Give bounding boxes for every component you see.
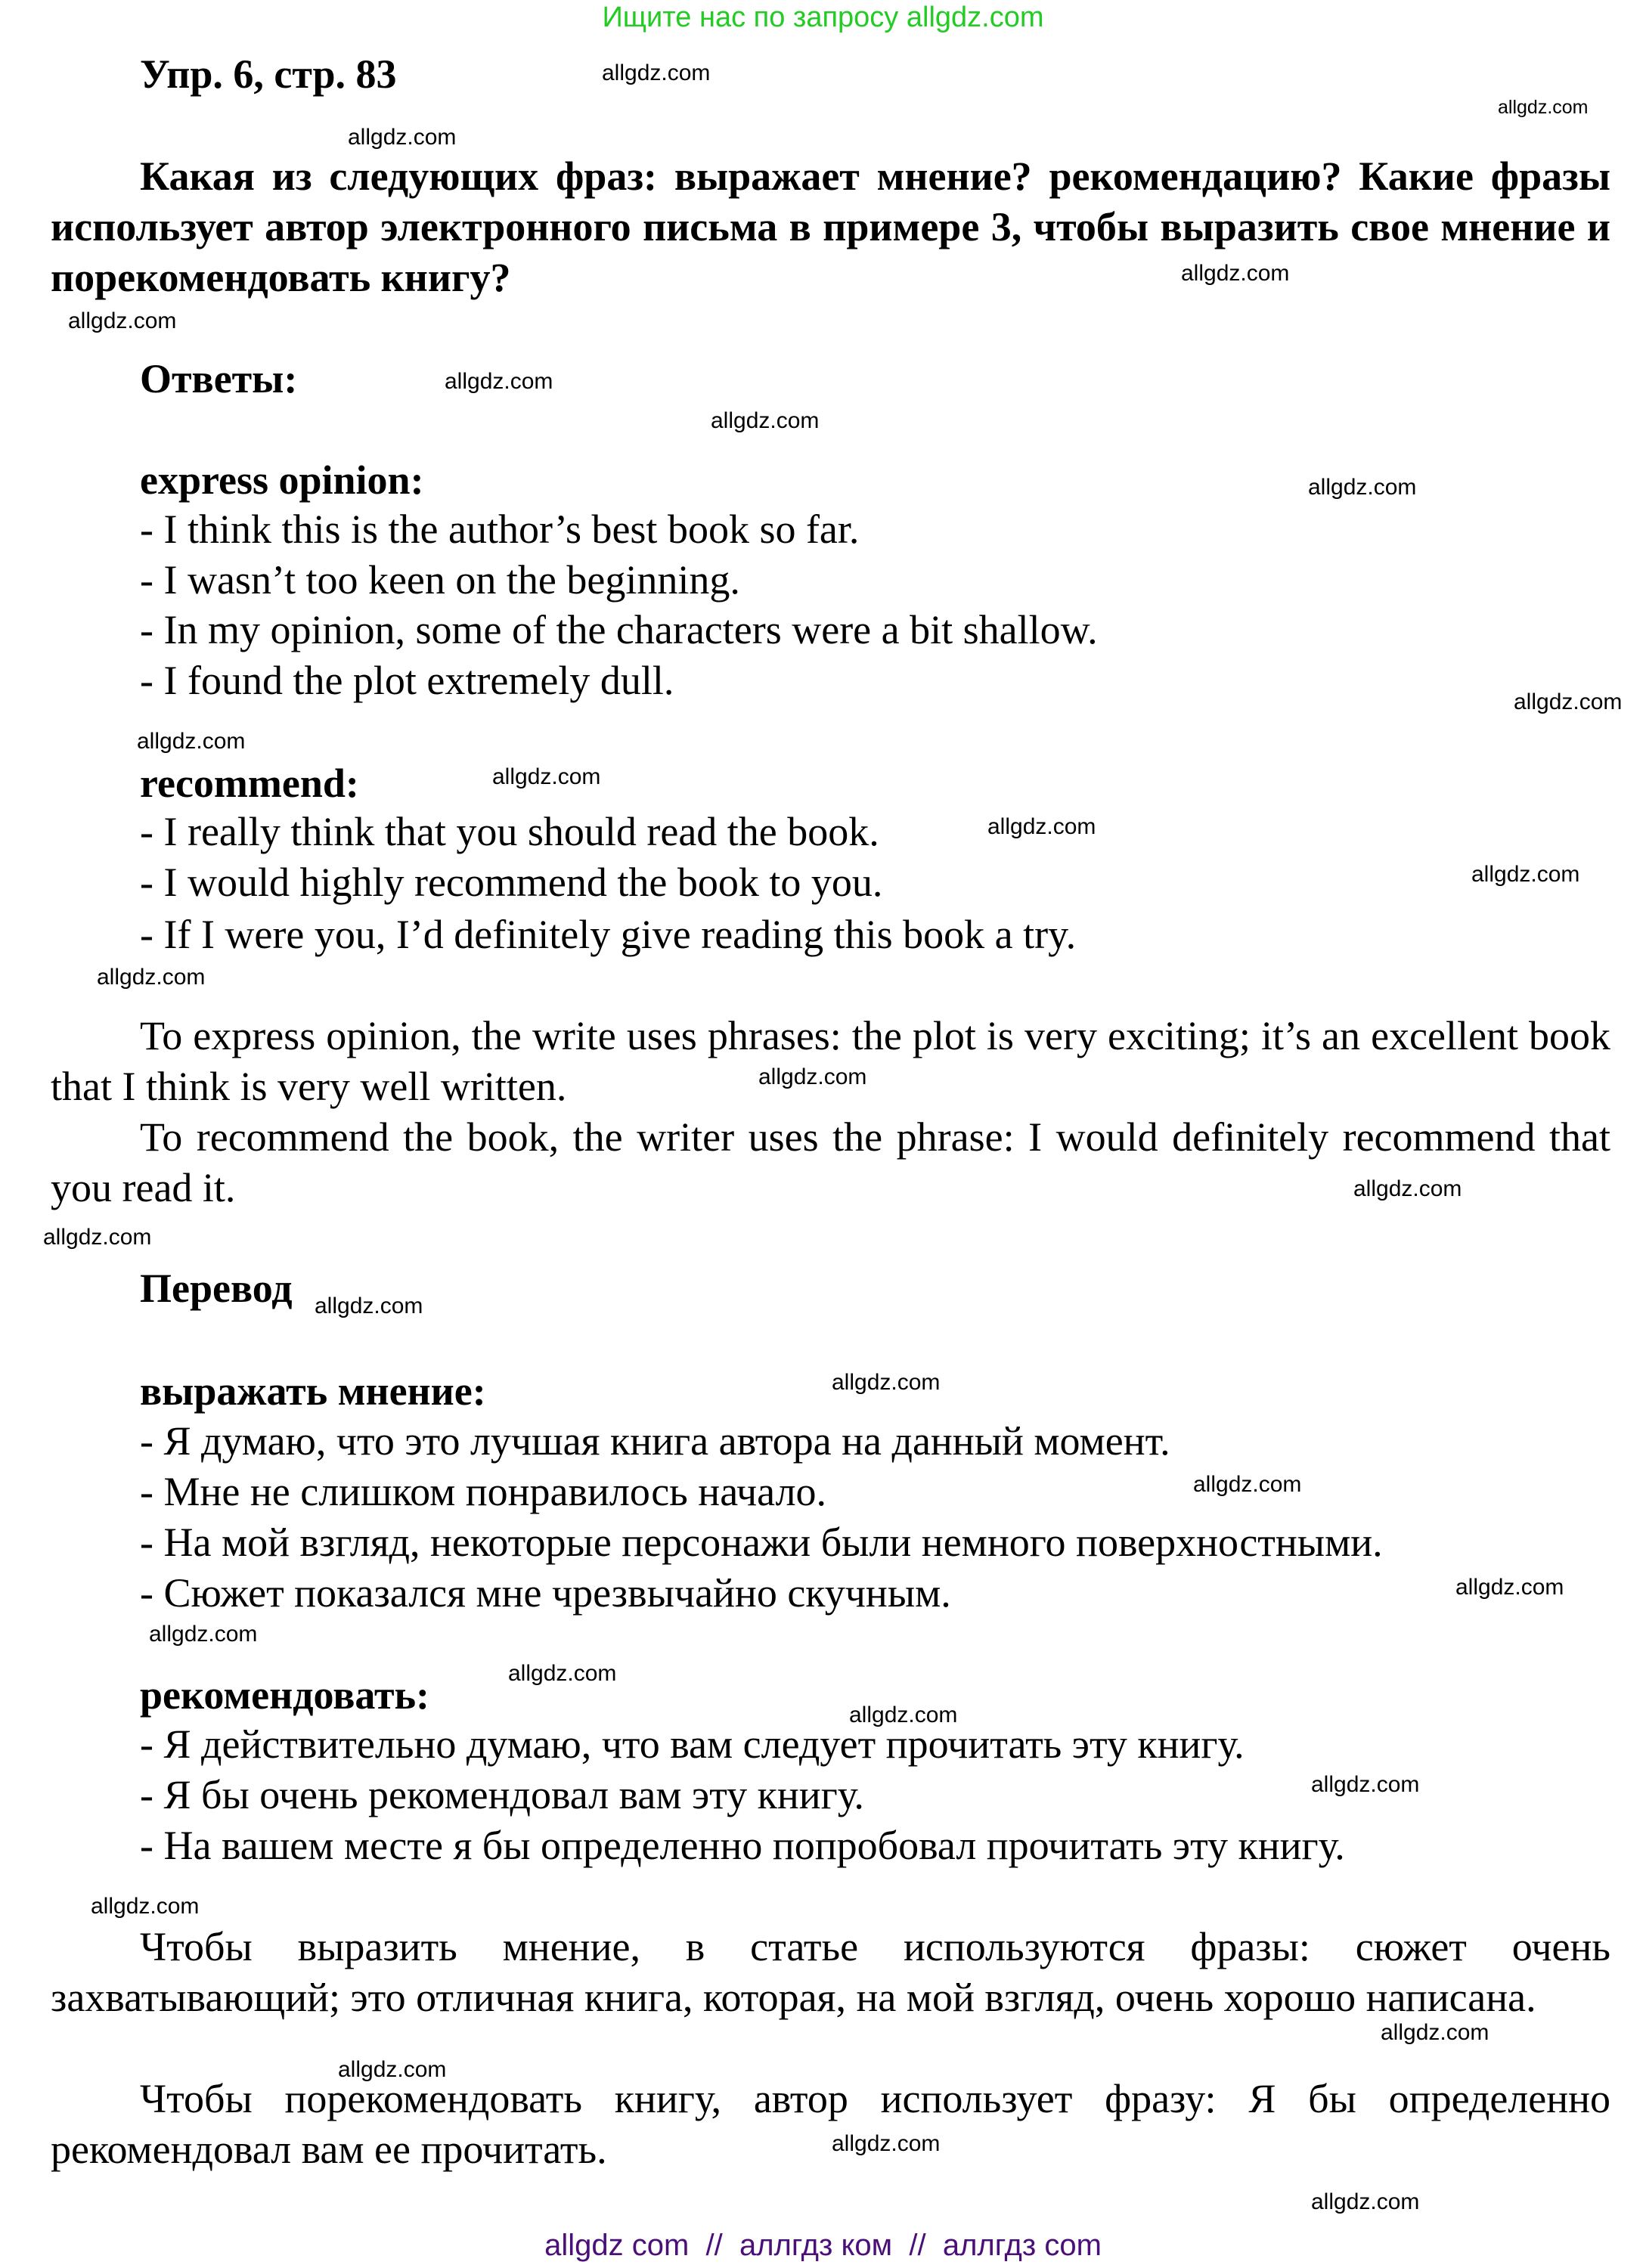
list-item: - На вашем месте я бы определенно попробовал прочитать эту книгу. [140, 1823, 1345, 1868]
watermark: allgdz.com [348, 125, 457, 150]
watermark: allgdz.com [987, 814, 1096, 839]
answers-heading: Ответы: [140, 356, 298, 401]
list-item: - Я думаю, что это лучшая книга автора на данный момент. [140, 1418, 1170, 1464]
watermark: allgdz.com [91, 1894, 200, 1919]
summary-paragraph: To recommend the book, the writer uses the phrase: I would definitely recommend that you read it. [51, 1114, 1610, 1210]
watermark: allgdz.com [1381, 2020, 1489, 2045]
recommend-heading: recommend: [140, 761, 359, 806]
list-item: - Я бы очень рекомендовал вам эту книгу. [140, 1772, 864, 1817]
footer-links: allgdz com // аллгдз ком // аллгдз com [544, 2229, 1102, 2262]
list-item: - I wasn’t too keen on the beginning. [140, 557, 740, 603]
watermark: allgdz.com [849, 1703, 958, 1727]
watermark: allgdz.com [832, 2131, 941, 2156]
watermark: allgdz.com [492, 764, 601, 789]
watermark: allgdz.com [1311, 2189, 1420, 2214]
translation-heading: Перевод [140, 1266, 293, 1311]
question-text: Какая из следующих фраз: выражает мнение? рекомендацию? Какие фразы использует автор электронного письма в примере 3, чтобы выразить свое мнение и порекомендовать книгу? [51, 153, 1610, 300]
watermark: allgdz.com [1308, 475, 1417, 500]
watermark: allgdz.com [1181, 261, 1290, 286]
watermark: allgdz.com [832, 1370, 941, 1395]
watermark: allgdz.com [1193, 1472, 1302, 1497]
watermark: allgdz.com [1311, 1772, 1420, 1797]
list-item: - Мне не слишком понравилось начало. [140, 1469, 827, 1514]
watermark: allgdz.com [68, 308, 177, 333]
watermark: allgdz.com [1514, 689, 1623, 714]
watermark: allgdz.com [1471, 862, 1580, 887]
list-item: - I would highly recommend the book to you. [140, 860, 883, 905]
watermark: allgdz.com [43, 1225, 152, 1250]
watermark: allgdz.com [1498, 97, 1589, 118]
summary-paragraph: To express opinion, the write uses phrases: the plot is very exciting; it’s an excellent book that I think is very well written. [51, 1013, 1610, 1109]
list-item: - I found the plot extremely dull. [140, 658, 674, 703]
watermark: allgdz.com [1353, 1176, 1462, 1201]
recommend-ru-heading: рекомендовать: [140, 1672, 430, 1718]
express-opinion-ru-heading: выражать мнение: [140, 1368, 486, 1414]
summary-paragraph-ru: Чтобы порекомендовать книгу, автор использует фразу: Я бы определенно рекомендовал вам ее прочитать. [51, 2076, 1610, 2172]
list-item: - I really think that you should read the book. [140, 809, 879, 854]
watermark: allgdz.com [758, 1064, 867, 1089]
watermark: allgdz.com [137, 729, 246, 754]
watermark: allgdz.com [711, 408, 820, 433]
exercise-title: Упр. 6, стр. 83 [140, 51, 397, 97]
watermark: allgdz.com [97, 965, 206, 990]
list-item: - If I were you, I’d definitely give reading this book a try. [140, 912, 1077, 957]
watermark: allgdz.com [315, 1294, 423, 1318]
list-item: - На мой взгляд, некоторые персонажи были немного поверхностными. [140, 1520, 1383, 1565]
watermark: allgdz.com [602, 60, 711, 85]
express-opinion-heading: express opinion: [140, 457, 424, 503]
list-item: - Я действительно думаю, что вам следует прочитать эту книгу. [140, 1721, 1245, 1767]
watermark: allgdz.com [338, 2057, 447, 2082]
watermark: allgdz.com [508, 1661, 617, 1686]
watermark: allgdz.com [445, 369, 553, 394]
summary-paragraph-ru: Чтобы выразить мнение, в статье используются фразы: сюжет очень захватывающий; это отличная книга, которая, на мой взгляд, очень хорошо написана. [51, 1924, 1610, 2020]
list-item: - I think this is the author’s best book so far. [140, 507, 860, 552]
list-item: - In my opinion, some of the characters were a bit shallow. [140, 607, 1098, 652]
search-banner: Ищите нас по запросу allgdz.com [602, 2, 1044, 33]
watermark: allgdz.com [149, 1622, 258, 1647]
list-item: - Сюжет показался мне чрезвычайно скучным. [140, 1570, 951, 1616]
watermark: allgdz.com [1455, 1575, 1564, 1600]
